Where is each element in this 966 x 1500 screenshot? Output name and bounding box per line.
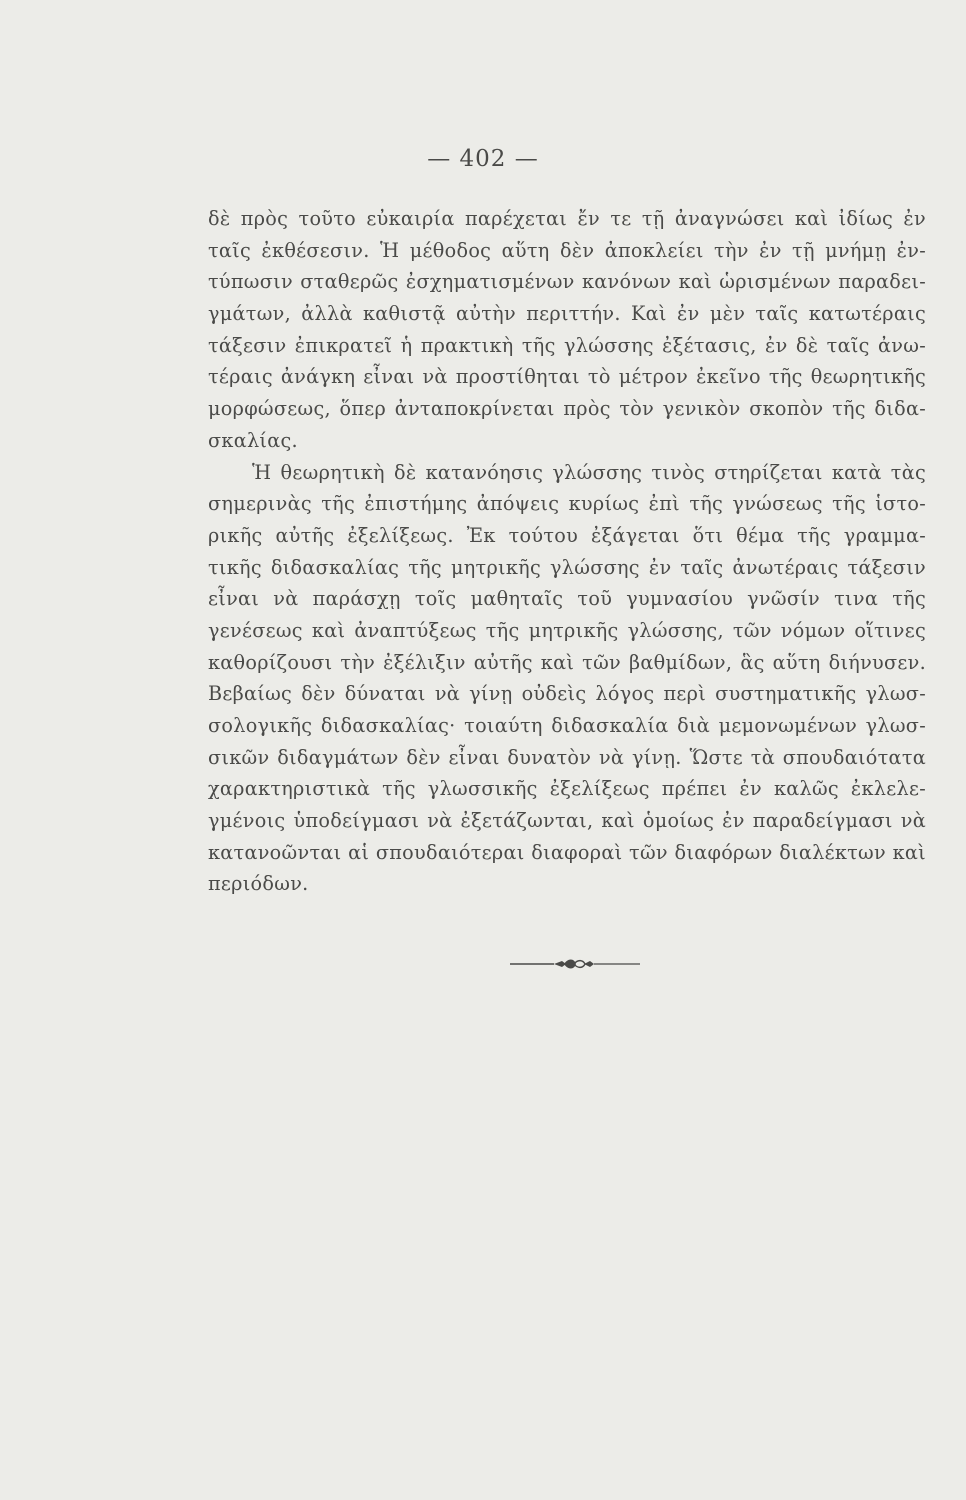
text-line: χαρακτηριστικὰ τῆς γλωσσικῆς ἐξελίξεως πρέπει ἐν καλῶς ἐκλελε-: [208, 777, 926, 801]
text-line: σκαλίας.: [208, 428, 298, 452]
text-line: δὲ πρὸς τοῦτο εὐκαιρία παρέχεται ἔν τε τῇ ἀναγνώσει καὶ ἰδίως ἐν: [208, 207, 926, 230]
text-line: Ἡ θεωρητικὴ δὲ κατανόησις γλώσσης τινὸς στηρίζεται κατὰ τὰς: [252, 460, 926, 484]
page-number: — 402 —: [427, 146, 539, 172]
text-line: σολογικῆς διδασκαλίας· τοιαύτη διδασκαλία διὰ μεμονωμένων γλωσ-: [208, 714, 926, 737]
body-text: [208, 203, 926, 900]
text-line: ταῖς ἐκθέσεσιν. Ἡ μέθοδος αὕτη δὲν ἀποκλείει τὴν ἐν τῇ μνήμῃ ἐν-: [208, 238, 926, 262]
text-line: εἶναι νὰ παράσχῃ τοῖς μαθηταῖς τοῦ γυμνασίου γνῶσίν τινα τῆς: [208, 587, 926, 611]
text-line: τέραις ἀνάγκη εἶναι νὰ προστίθηται τὸ μέτρον ἐκεῖνο τῆς θεωρητικῆς: [208, 365, 926, 389]
text-line: περιόδων.: [208, 872, 309, 896]
text-line: Βεβαίως δὲν δύναται νὰ γίνῃ οὐδεὶς λόγος περὶ συστηματικῆς γλωσ-: [208, 682, 926, 706]
text-line: τάξεσιν ἐπικρατεῖ ἡ πρακτικὴ τῆς γλώσσης ἐξέτασις, ἐν δὲ ταῖς ἀνω-: [208, 333, 926, 357]
text-line: σημερινὰς τῆς ἐπιστήμης ἀπόψεις κυρίως ἐπὶ τῆς γνώσεως τῆς ἱστο-: [208, 492, 926, 516]
text-line: γμένοις ὑποδείγμασι νὰ ἐξετάζωνται, καὶ ὁμοίως ἐν παραδείγμασι νὰ: [208, 809, 926, 833]
decorative-rule-icon: [510, 954, 640, 974]
paragraph-1: [208, 203, 926, 457]
text-line: τικῆς διδασκαλίας τῆς μητρικῆς γλώσσης ἐν ταῖς ἀνωτέραις τάξεσιν: [208, 555, 926, 579]
text-line: κατανοῶνται αἱ σπουδαιότεραι διαφοραὶ τῶν διαφόρων διαλέκτων καὶ: [208, 840, 926, 864]
text-line: καθορίζουσι τὴν ἐξέλιξιν αὐτῆς καὶ τῶν βαθμίδων, ἃς αὕτη διήνυσεν.: [208, 650, 926, 674]
text-line: σικῶν διδαγμάτων δὲν εἶναι δυνατὸν νὰ γίνῃ. Ὥστε τὰ σπουδαιότατα: [208, 745, 926, 769]
text-line: τύπωσιν σταθερῶς ἐσχηματισμένων κανόνων καὶ ὡρισμένων παραδει-: [208, 270, 926, 294]
text-line: γμάτων, ἀλλὰ καθιστᾷ αὐτὴν περιττήν. Καὶ ἐν μὲν ταῖς κατωτέραις: [208, 302, 926, 326]
text-line: ρικῆς αὐτῆς ἐξελίξεως. Ἐκ τούτου ἐξάγεται ὅτι θέμα τῆς γραμμα-: [208, 523, 926, 547]
text-line: μορφώσεως, ὅπερ ἀνταποκρίνεται πρὸς τὸν γενικὸν σκοπὸν τῆς διδα-: [208, 397, 926, 421]
paragraph-2: [208, 457, 926, 901]
text-line: γενέσεως καὶ ἀναπτύξεως τῆς μητρικῆς γλώσσης, τῶν νόμων οἵτινες: [208, 618, 926, 642]
